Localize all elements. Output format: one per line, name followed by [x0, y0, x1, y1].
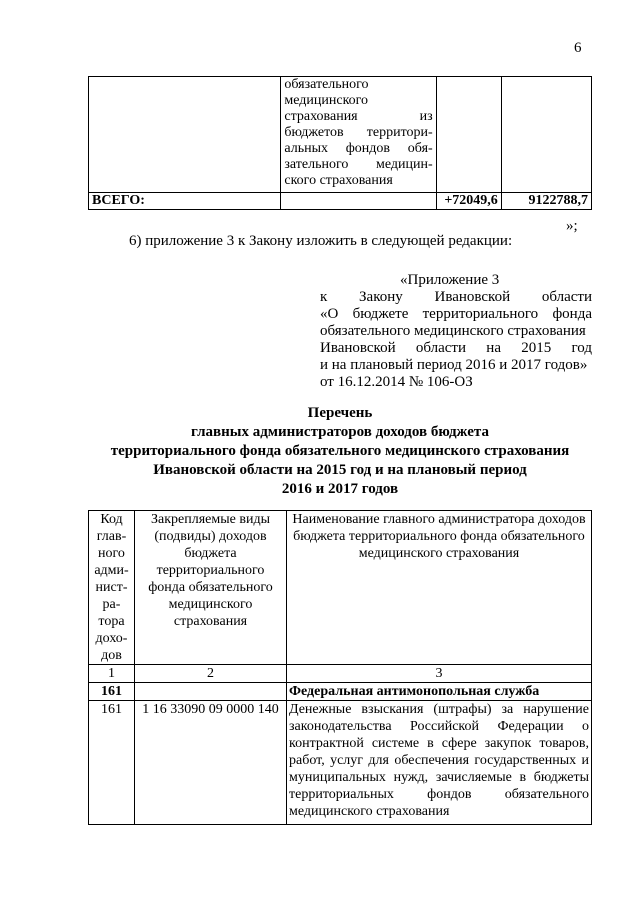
appendix-line: «О бюджете территориального фонда — [320, 306, 592, 322]
total-amount: 9122788,7 — [501, 193, 591, 210]
document-heading — [88, 404, 592, 499]
column-header-revenue-types: Закрепляемые виды (подвиды) доходов бюджета территориального фонда обязательного медицинского страхования — [135, 511, 287, 665]
revenue-administrators-table — [88, 510, 592, 825]
section-name: Федеральная антимонопольная служба — [287, 683, 592, 701]
column-number: 1 — [89, 665, 135, 683]
appendix-line: от 16.12.2014 № 106-ОЗ — [320, 374, 473, 390]
column-number-row — [89, 665, 592, 683]
appendix-line: «Приложение 3 — [400, 272, 500, 288]
heading-line: территориального фонда обязательного медицинского страхования — [110, 443, 570, 459]
table-cell — [501, 77, 591, 193]
heading-line: Ивановской области на 2015 год и на плановый период — [153, 462, 527, 478]
column-number: 2 — [135, 665, 287, 683]
table-cell — [436, 77, 501, 193]
heading-line: главных администраторов доходов бюджета — [191, 424, 489, 440]
column-header-code: Код глав-ного адми-нист-ра-тора дохо-дов — [89, 511, 135, 665]
instruction-paragraph: 6) приложение 3 к Закону изложить в следующей редакции: — [129, 233, 513, 249]
row-code: 161 — [89, 701, 135, 825]
table-cell — [281, 193, 436, 210]
section-code: 161 — [89, 683, 135, 701]
total-change: +72049,6 — [436, 193, 501, 210]
column-header-administrator: Наименование главного администратора доходов бюджета территориального фонда обязательного медицинского страхования — [287, 511, 592, 665]
table-cell-description: обязательного медицинского страхования из бюджетов территори-альных фондов обя-зательного медицин-ского страхования — [281, 77, 436, 193]
table-row — [89, 77, 592, 193]
table-row — [89, 701, 592, 825]
table-cell — [89, 77, 281, 193]
header-row — [89, 511, 592, 665]
appendix-line: и на плановый период 2016 и 2017 годов» — [320, 357, 588, 373]
appendix-line: Ивановской области на 2015 год — [320, 340, 592, 356]
table-cell — [135, 683, 287, 701]
appendix-reference — [320, 272, 592, 391]
heading-line: 2016 и 2017 годов — [281, 481, 399, 497]
budget-table-continuation — [88, 76, 592, 210]
appendix-line: к Закону Ивановской области — [320, 289, 592, 305]
page-number: 6 — [574, 40, 582, 56]
appendix-line: обязательного медицинского страхования — [320, 323, 586, 339]
heading-line: Перечень — [307, 405, 373, 421]
total-row — [89, 193, 592, 210]
row-description: Денежные взыскания (штрафы) за нарушение законодательства Российской Федерации о контрактной системе в сфере закупок товаров, работ, услуг для обеспечения государственных и муниципальных нужд, зачисляемые в бюджеты территориальных фондов обязательного медицинского страхования — [287, 701, 592, 825]
column-number: 3 — [287, 665, 592, 683]
closing-quote: »; — [566, 218, 578, 234]
row-classification: 1 16 33090 09 0000 140 — [135, 701, 287, 825]
section-row — [89, 683, 592, 701]
total-label: ВСЕГО: — [89, 193, 281, 210]
